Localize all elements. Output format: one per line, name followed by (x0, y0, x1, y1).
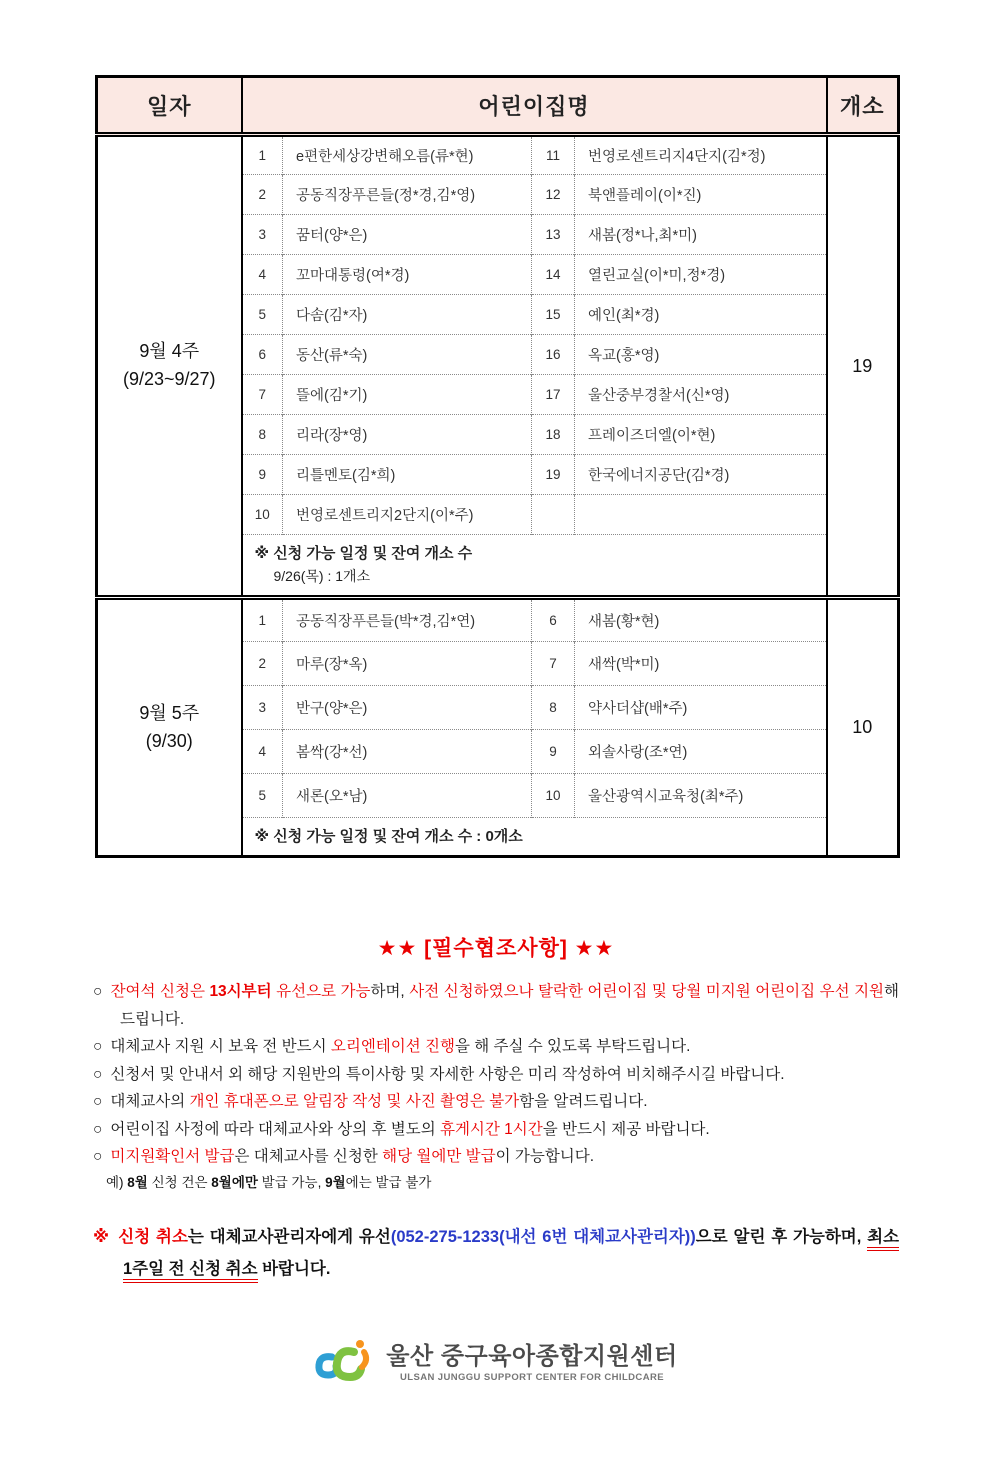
center-name-cell: 프레이즈더엘(이*현) (575, 415, 827, 455)
row-number-cell: 15 (532, 295, 575, 335)
center-name-cell: 꿈터(양*은) (283, 215, 532, 255)
center-name-cell: 약사더샵(배*주) (575, 686, 827, 730)
center-name-cell: 번영로센트리지4단지(김*정) (575, 135, 827, 175)
week-count-cell: 19 (827, 135, 899, 598)
notice-bullet-1 (93, 978, 899, 1033)
center-name-cell: 한국에너지공단(김*경) (575, 455, 827, 495)
text-segment: 바랍니다. (257, 1259, 331, 1278)
center-name-cell: 동산(류*숙) (283, 335, 532, 375)
text-segment: 신청서 및 안내서 외 해당 지원반의 특이사항 및 자세한 사항은 미리 작성하여 비치해주시길 바랍니다. (110, 1065, 785, 1083)
text-segment: 미지원확인서 발급 (110, 1148, 235, 1166)
row-number-cell: 3 (242, 686, 283, 730)
week-section-1 (97, 135, 899, 598)
text-segment: 잔여석 신청은 (110, 983, 210, 1000)
row-number-cell: 2 (242, 642, 283, 686)
bullet-marker: ○ (93, 1038, 103, 1056)
row-number-cell: 1 (242, 598, 283, 642)
text-segment: 발급 가능, (257, 1175, 326, 1191)
text-segment: 을 반드시 제공 바랍니다. (542, 1120, 710, 1138)
row-number-cell: 2 (242, 175, 283, 215)
row-number-cell: 7 (242, 375, 283, 415)
center-name-cell: 리틀멘토(김*희) (283, 455, 532, 495)
week-date-line: (9/30) (145, 730, 193, 751)
center-name-cell: 외솔사랑(조*연) (575, 730, 827, 774)
row-number-cell: 6 (242, 335, 283, 375)
notice-bullet-3 (93, 1061, 899, 1089)
text-segment: 는 대체교사관리자에게 유선 (187, 1227, 391, 1246)
text-segment: 8월에만 (211, 1175, 258, 1191)
center-name-cell: 다솜(김*자) (283, 295, 532, 335)
week-date-line: 9월 4주 (139, 341, 200, 362)
text-segment: 예) (106, 1175, 128, 1191)
availability-note-line: 9/26(목) : 1개소 (273, 568, 371, 584)
schedule-table (95, 75, 900, 858)
week-section-2 (97, 598, 899, 857)
row-number-cell (532, 495, 575, 535)
text-segment: 을 해 주실 수 있도록 부탁드립니다. (454, 1038, 691, 1056)
week-date-cell (97, 598, 242, 857)
center-name-cell: 봄싹(강*선) (283, 730, 532, 774)
header-center-name: 어린이집명 (242, 77, 827, 135)
text-segment: 해당 월에만 발급 (382, 1148, 496, 1166)
week-date-line: 9월 5주 (139, 702, 200, 723)
row-number-cell: 4 (242, 730, 283, 774)
row-number-cell: 10 (242, 495, 283, 535)
text-segment: 으로 알린 후 가능하며, (695, 1227, 868, 1246)
center-name-cell: 새봄(정*나,최*미) (575, 215, 827, 255)
text-segment: 오리엔테이션 진행 (330, 1038, 455, 1056)
center-name-cell: 울산광역시교육청(최*주) (575, 774, 827, 818)
center-name-cell: 마루(장*옥) (283, 642, 532, 686)
text-segment: 9월 (325, 1175, 346, 1191)
text-segment: 해드립니다. (120, 983, 900, 1028)
center-name-cell: 공동직장푸른들(정*경,김*영) (283, 175, 532, 215)
week-date-cell (97, 135, 242, 598)
row-number-cell: 10 (532, 774, 575, 818)
cancel-paragraph (93, 1221, 899, 1285)
center-name-cell: 공동직장푸른들(박*경,김*연) (283, 598, 532, 642)
text-segment: 신청 건은 (147, 1175, 212, 1191)
row-number-cell: 8 (242, 415, 283, 455)
center-name-cell: 새봄(황*현) (575, 598, 827, 642)
header-count: 개소 (827, 77, 899, 135)
row-number-cell: 5 (242, 295, 283, 335)
center-name-cell: 리라(장*영) (283, 415, 532, 455)
notice-bullets (93, 978, 899, 1171)
text-segment: 사전 신청하였으나 탈락한 어린이집 및 당월 미지원 어린이집 우선 지원 (409, 983, 885, 1000)
text-segment: 최소 1주일 전 신청 취소 (123, 1228, 899, 1283)
bullet-marker: ○ (93, 1065, 103, 1083)
text-segment: 하며, (370, 983, 410, 1000)
text-segment: 개인 휴대폰으로 알림장 작성 및 사진 촬영은 불가 (189, 1093, 520, 1111)
row-number-cell: 6 (532, 598, 575, 642)
center-name-cell: 울산중부경찰서(신*영) (575, 375, 827, 415)
text-segment: (052-275-1233(내선 6번 대체교사관리자)) (390, 1227, 696, 1246)
example-line (93, 1172, 899, 1194)
row-number-cell: 5 (242, 774, 283, 818)
center-name-cell: e편한세상강변해오름(류*현) (283, 135, 532, 175)
week-count-cell: 10 (827, 598, 899, 857)
row-number-cell: 12 (532, 175, 575, 215)
org-logo-icon (314, 1335, 376, 1392)
row-number-cell: 1 (258, 148, 266, 163)
text-segment: 8월 (127, 1175, 148, 1191)
row-number-cell: 4 (242, 255, 283, 295)
availability-note-line: ※ 신청 가능 일정 및 잔여 개소 수 (254, 545, 473, 562)
center-name-cell: 반구(양*은) (283, 686, 532, 730)
text-segment: 이 가능합니다. (495, 1148, 595, 1166)
text-segment: 휴게시간 1시간 (439, 1120, 543, 1138)
notice-bullet-2 (93, 1033, 899, 1061)
text-segment: 대체교사의 (110, 1093, 190, 1111)
center-name-cell: 번영로센트리지2단지(이*주) (283, 495, 532, 535)
week-date-line: (9/23~9/27) (122, 369, 216, 389)
row-number-cell: 19 (532, 455, 575, 495)
org-name-english: ULSAN JUNGGU SUPPORT CENTER FOR CHILDCARE (400, 1372, 664, 1384)
text-segment: 대체교사 지원 시 보육 전 반드시 (110, 1038, 331, 1056)
row-number-cell: 13 (532, 215, 575, 255)
bullet-marker: ○ (93, 1120, 103, 1138)
table-row (97, 135, 899, 175)
center-name-cell: 열린교실(이*미,정*경) (575, 255, 827, 295)
text-segment: 은 대체교사를 신청한 (234, 1148, 383, 1166)
row-number-cell: 17 (532, 375, 575, 415)
text-segment: 유선으로 가능 (271, 983, 371, 1000)
notice-bullet-6 (93, 1143, 899, 1171)
org-name-korean: 울산 중구육아종합지원센터 (386, 1342, 678, 1370)
center-name-cell: 꼬마대통령(여*경) (283, 255, 532, 295)
row-number-cell: 16 (532, 335, 575, 375)
text-segment: 13시부터 (209, 983, 272, 1000)
text-segment: 어린이집 사정에 따라 대체교사와 상의 후 별도의 (110, 1120, 440, 1138)
row-number-cell: 14 (532, 255, 575, 295)
bullet-marker: ○ (93, 1093, 103, 1111)
table-row (97, 598, 899, 642)
center-name-cell: 북앤플레이(이*진) (575, 175, 827, 215)
org-footer (0, 1335, 992, 1392)
row-number-cell: 11 (532, 135, 575, 175)
reference-mark: ※ (93, 1227, 111, 1246)
org-text (386, 1344, 677, 1383)
text-segment: 에는 발급 불가 (345, 1175, 432, 1191)
text-segment: 신청 취소 (118, 1227, 188, 1246)
row-number-cell: 9 (242, 455, 283, 495)
schedule-table-header (97, 77, 899, 135)
row-number-cell: 9 (532, 730, 575, 774)
cancel-text (118, 1228, 899, 1283)
center-name-cell: 뜰에(김*기) (283, 375, 532, 415)
availability-note-cell (242, 818, 827, 857)
text-segment: 함을 알려드립니다. (519, 1093, 648, 1111)
schedule-table-wrap (95, 75, 992, 858)
notice-title: ★★ [필수협조사항] ★★ (377, 937, 615, 960)
center-name-cell: 옥교(홍*영) (575, 335, 827, 375)
bullet-marker: ○ (93, 983, 103, 1000)
header-date: 일자 (97, 77, 242, 135)
center-name-cell (575, 495, 827, 535)
row-number-cell: 3 (242, 215, 283, 255)
bullet-marker: ○ (93, 1148, 103, 1166)
row-number-cell: 7 (532, 642, 575, 686)
center-name-cell: 새론(오*남) (283, 774, 532, 818)
notice-section (93, 932, 899, 1285)
row-number-cell: 8 (532, 686, 575, 730)
notice-bullet-4 (93, 1088, 899, 1116)
center-name-cell: 새싹(박*미) (575, 642, 827, 686)
availability-note-cell (242, 535, 827, 598)
availability-note-line: ※ 신청 가능 일정 및 잔여 개소 수 : 0개소 (254, 828, 523, 845)
center-name-cell: 예인(최*경) (575, 295, 827, 335)
row-number-cell: 18 (532, 415, 575, 455)
notice-bullet-5 (93, 1116, 899, 1144)
